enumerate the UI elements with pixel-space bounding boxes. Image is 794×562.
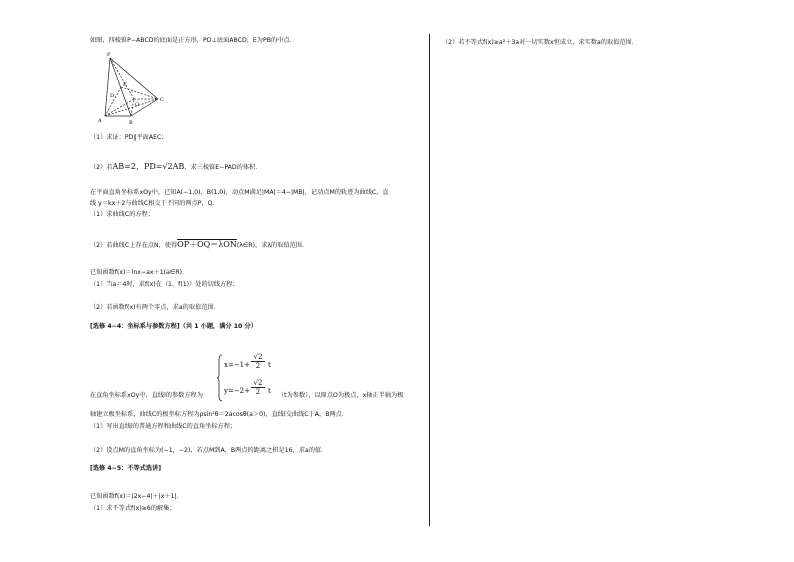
- param-y-numerator: √2: [253, 379, 263, 387]
- param-x-denominator: 2: [251, 361, 265, 370]
- section-4-5-title: [选修 4−5：不等式选讲]: [90, 465, 162, 472]
- question-1-part-2-prefix: （2）若: [90, 164, 113, 171]
- label-P: P: [107, 52, 111, 58]
- pyramid-figure: [97, 50, 177, 130]
- question-3-intro: 已知函数f(x)＝lnx−ax＋1(a∈R)．: [90, 269, 189, 276]
- question-1-intro: 如图，四棱锥P−ABCD的底面是正方形，PD⊥底面ABCD，E为PB的中点．: [90, 37, 296, 44]
- question-5-part-2: （2）若不等式f(x)≥a²＋3a对一切实数x恒成立，求实数a的取值范围．: [442, 39, 638, 46]
- question-2-line-1: 在平面直角坐标系xOy中，已知A(−1,0)，B(1,0)，动点M满足|MA|＝4−|MB|，记动点M的轨迹为曲线C，直: [90, 189, 389, 196]
- math-ab-pd: AB=2，PD=: [112, 162, 163, 171]
- param-y-lhs: y=−2+: [224, 387, 251, 395]
- column-divider: [429, 34, 430, 526]
- question-4-part-2: （2）设点M的直角坐标为(−1，−2)，若点M到A，B两点的距离之积是16，求a的值．: [90, 447, 328, 454]
- question-3-part-2: （2）若函数f(x)有两个零点，求a的取值范围．: [90, 304, 220, 311]
- param-x-t: t: [268, 361, 271, 369]
- question-4-line-1a: 在直角坐标系xOy中，直线l的参数方程为: [90, 392, 203, 399]
- label-B: B: [129, 120, 133, 126]
- math-sqrt2: √2: [162, 162, 173, 171]
- param-x-equation: [224, 361, 250, 369]
- question-1-part-2-math: [113, 162, 185, 171]
- question-2-part-2: [90, 241, 308, 250]
- question-1-part-2: [90, 163, 261, 172]
- question-3-part-1: （1）当a＝4时，求f(x)在（1，f(1)）处的切线方程；: [90, 281, 239, 288]
- label-E: E: [123, 82, 127, 88]
- param-y-equation: [224, 387, 250, 395]
- question-1-part-1: （1）求证：PD∥平面AEC；: [90, 134, 168, 141]
- label-O: O: [135, 102, 140, 108]
- question-2-line-2: 线 y＝kx＋2与曲线C相交于不同的两点P，Q．: [90, 200, 219, 207]
- label-C: C: [160, 97, 164, 103]
- question-2-part-2-prefix: （2）若曲线C上存在点N，使得: [90, 242, 178, 249]
- param-y-t: t: [268, 387, 271, 395]
- param-x-fraction: [251, 353, 265, 370]
- question-4-line-1b: （t为参数），以原点O为极点，x轴正半轴为极: [278, 392, 404, 399]
- param-x-numerator: √2: [253, 353, 263, 361]
- question-2-part-2-suffix: (λ∈R)，求λ的取值范围．: [236, 242, 309, 249]
- question-1-part-2-suffix: ，求三棱锥E−PAD的体积．: [184, 164, 262, 171]
- question-4-part-1: （1）写出直线l的普通方程和曲线C的直角坐标方程；: [90, 423, 237, 430]
- math-ab: AB: [172, 162, 185, 171]
- label-D: D: [110, 93, 115, 99]
- param-x-lhs: x=−1+: [224, 361, 250, 369]
- label-A: A: [98, 118, 102, 124]
- section-4-4-title: [选修 4−4：坐标系与参数方程]（共 1 小题，满分 10 分）: [90, 323, 257, 330]
- question-5-part-1: （1）求不等式f(x)≥6的解集；: [90, 505, 176, 512]
- question-2-part-1: （1）求曲线C的方程；: [90, 211, 154, 218]
- question-5-intro: 已知函数f(x)＝|2x−4|＋|x＋1|．: [90, 493, 183, 500]
- question-2-vector-eq: OP＋OQ＝λON: [177, 240, 237, 249]
- question-4-line-2: 轴建立极坐标系，曲线C的极坐标方程为ρsin²θ＝2acosθ(a＞0)，直线l交曲线C于A，B两点．: [90, 411, 348, 418]
- param-brace: [217, 354, 223, 402]
- param-y-denominator: 2: [251, 387, 265, 396]
- param-y-fraction: [251, 379, 265, 396]
